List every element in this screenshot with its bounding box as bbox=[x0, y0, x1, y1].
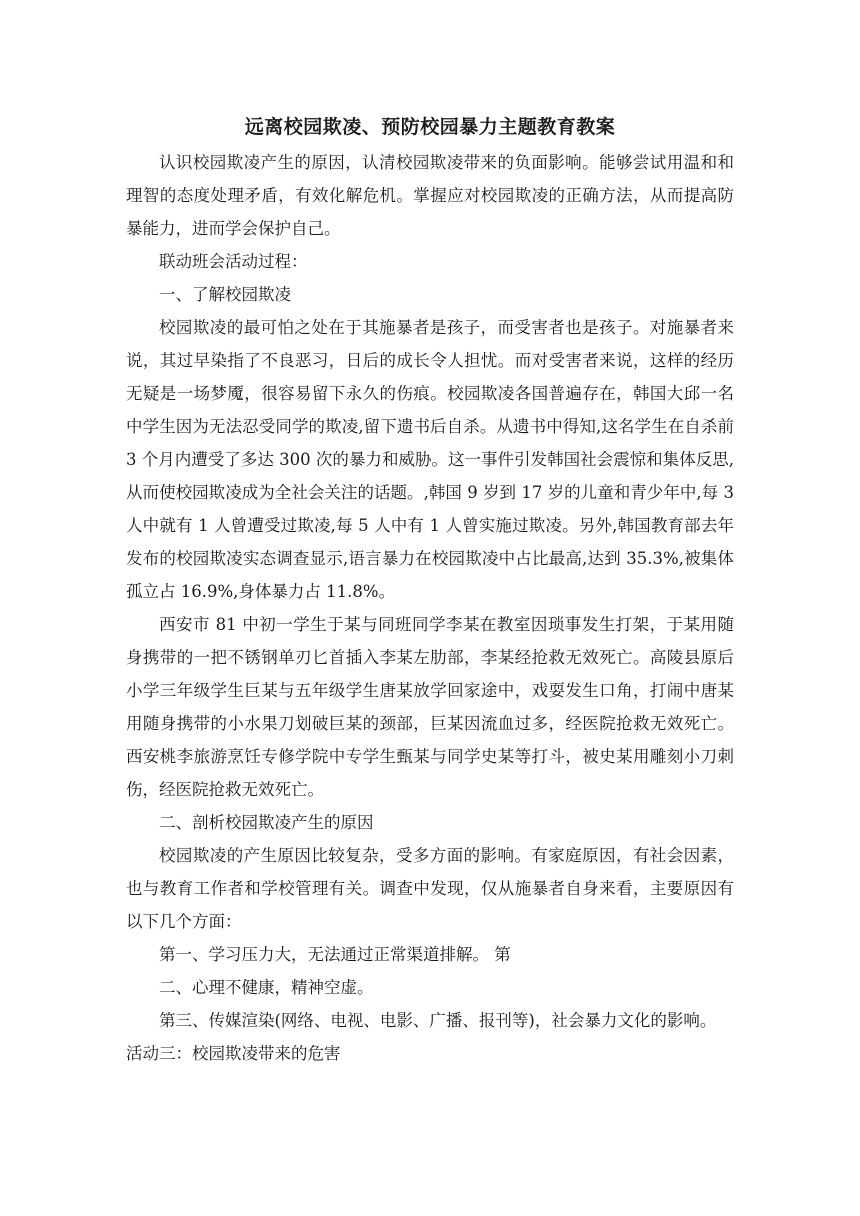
document-page bbox=[126, 112, 734, 1070]
paragraph-objectives: 认识校园欺凌产生的原因，认清校园欺凌带来的负面影响。能够尝试用温和和理智的态度处理矛盾，有效化解危机。掌握应对校园欺凌的正确方法，从而提高防暴能力，进而学会保护自己。 bbox=[126, 153, 734, 238]
paragraph-xian-cases: 西安市 81 中初一学生于某与同班同学李某在教室因琐事发生打架，于某用随身携带的一把不锈钢单刃匕首插入李某左肋部，李某经抢救无效死亡。高陵县原后小学三年级学生巨某与五年级学生唐某放学回家途中，戏耍发生口角，打闹中唐某用随身携带的小水果刀划破巨某的颈部，巨某因流血过多，经医院抢救无效死亡。西安桃李旅游烹饪专修学院中专学生甄某与同学史某等打斗，被史某用雕刻小刀刺伤，经医院抢救无效死亡。 bbox=[126, 615, 734, 799]
list-item-cause-1: 第一、学习压力大，无法通过正常渠道排解。 第 bbox=[159, 945, 511, 964]
list-item-cause-3: 第三、传媒渲染(网络、电视、电影、广播、报刊等)，社会暴力文化的影响。 bbox=[159, 1011, 717, 1030]
document-title: 远离校园欺凌、预防校园暴力主题教育教案 bbox=[244, 116, 616, 138]
section-heading-causes: 二、剖析校园欺凌产生的原因 bbox=[159, 813, 374, 832]
section-heading-understand-bullying: 一、了解校园欺凌 bbox=[159, 285, 291, 304]
list-item-cause-2: 二、心理不健康，精神空虚。 bbox=[159, 978, 374, 997]
paragraph-korea-case: 校园欺凌的最可怕之处在于其施暴者是孩子，而受害者也是孩子。对施暴者来说，其过早染指了不良恶习，日后的成长令人担忧。而对受害者来说，这样的经历无疑是一场梦魇，很容易留下永久的伤痕。校园欺凌各国普遍存在，韩国大邱一名中学生因为无法忍受同学的欺凌,留下遗书后自杀。从遗书中得知,这名学生在自杀前 3 个月内遭受了多达 300 次的暴力和威胁。这一事件引发韩国社会震惊和集体反思,从而使校园欺凌成为全社会关注的话题。,韩国 9 岁到 17 岁的儿童和青少年中,每 3 人中就有 1 人曾遭受过欺凌,每 5 人中有 1 人曾实施过欺凌。另外,韩国教育部去年发布的校园欺凌实态调查显示,语言暴力在校园欺凌中占比最高,达到 35.3%,被集体孤立占 16.9%,身体暴力占 11.8%。 bbox=[126, 318, 734, 601]
paragraph-causes-intro: 校园欺凌的产生原因比较复杂，受多方面的影响。有家庭原因，有社会因素，也与教育工作者和学校管理有关。调查中发现，仅从施暴者自身来看，主要原因有以下几个方面： bbox=[126, 846, 734, 931]
paragraph-process-heading: 联动班会活动过程： bbox=[159, 252, 308, 271]
section-heading-activity-3: 活动三：校园欺凌带来的危害 bbox=[126, 1044, 341, 1063]
